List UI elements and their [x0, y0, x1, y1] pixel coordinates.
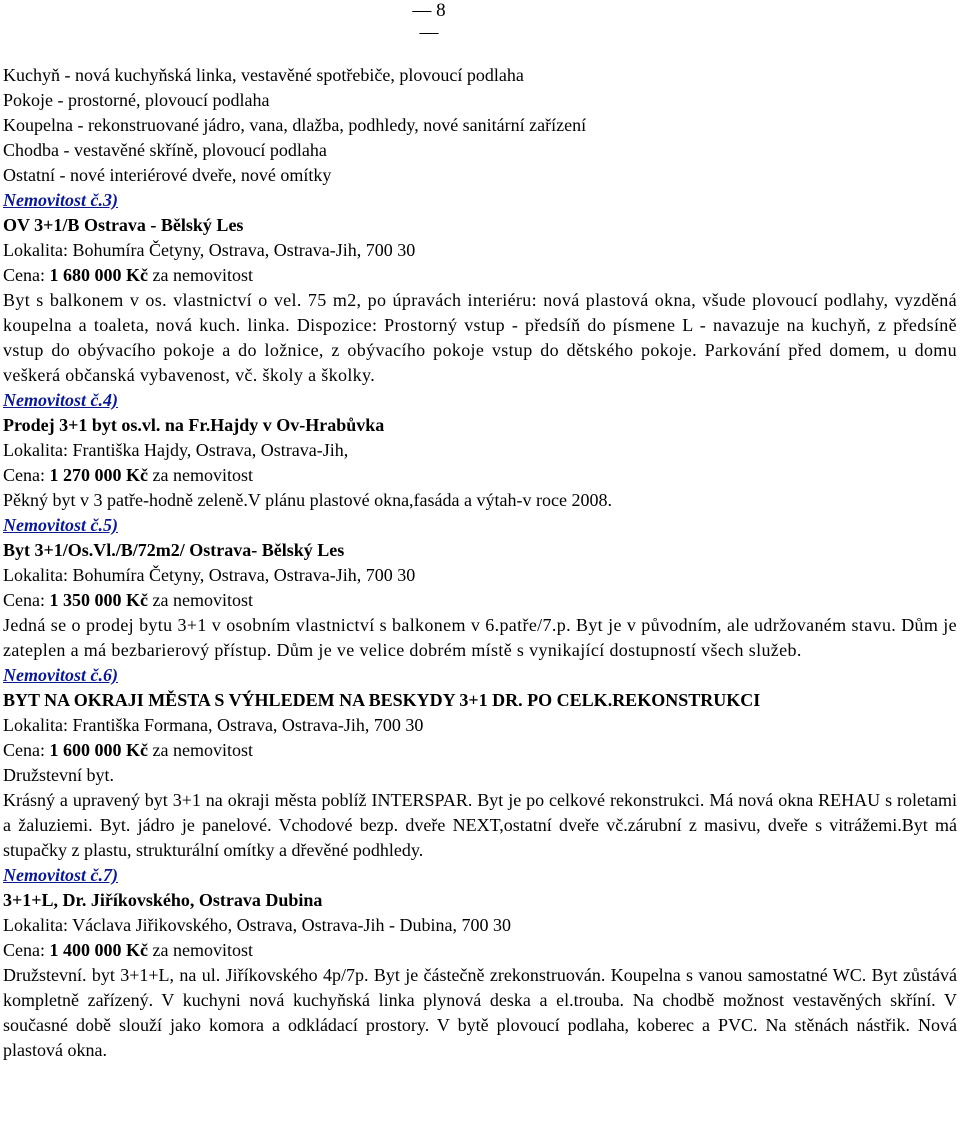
- intro-line: Koupelna - rekonstruované jádro, vana, dlažba, podhledy, nové sanitární zařízení: [3, 115, 587, 135]
- intro-line: Ostatní - nové interiérové dveře, nové omítky: [3, 165, 332, 185]
- property-location: Lokalita: Václava Jiřikovského, Ostrava, Ostrava-Jih - Dubina, 700 30: [3, 915, 512, 935]
- property-price: Cena: 1 600 000 Kč za nemovitost: [3, 740, 253, 760]
- property-price: Cena: 1 270 000 Kč za nemovitost: [3, 465, 253, 485]
- page-number: — 8 —: [412, 0, 446, 43]
- property-note: Družstevní byt.: [3, 765, 114, 785]
- intro-line: Pokoje - prostorné, plovoucí podlaha: [3, 90, 270, 110]
- property-title: Prodej 3+1 byt os.vl. na Fr.Hajdy v Ov-Hrabůvka: [3, 415, 385, 435]
- property-location: Lokalita: Bohumíra Četyny, Ostrava, Ostrava-Jih, 700 30: [3, 565, 416, 585]
- property-label: Nemovitost č.5): [3, 515, 118, 535]
- property-price: Cena: 1 350 000 Kč za nemovitost: [3, 590, 253, 610]
- property-description: Byt s balkonem v os. vlastnictví o vel. 75 m2, po úpravách interiéru: nová plastová okna, všude plovoucí podlahy, vyzděná koupelna a toaleta, nová kuch. linka. Dispozice: Prostorný vstup - předsíň do písmene L - navazuje na kuchyň, z předsíně vstup do obývacího pokoje a do ložnice, z obývacího pokoje vstup do dětského pokoje. Parkování před domem, u domu veškerá občanská vybavenost, vč. školy a školky.: [3, 290, 957, 385]
- property-label: Nemovitost č.4): [3, 390, 118, 410]
- property-location: Lokalita: Františka Hajdy, Ostrava, Ostrava-Jih,: [3, 440, 349, 460]
- property-label: Nemovitost č.3): [3, 190, 118, 210]
- property-location: Lokalita: Bohumíra Četyny, Ostrava, Ostrava-Jih, 700 30: [3, 240, 416, 260]
- property-price: Cena: 1 680 000 Kč za nemovitost: [3, 265, 253, 285]
- property-price: Cena: 1 400 000 Kč za nemovitost: [3, 940, 253, 960]
- property-description: Družstevní. byt 3+1+L, na ul. Jiříkovského 4p/7p. Byt je částečně zrekonstruován. Koupelna s vanou samostatné WC. Byt zůstává kompletně zařízený. V kuchyni nová kuchyňská linka plynová deska a el.trouba. Na chodbě možnost vestavěných skříní. V současné době slouží jako komora a odkládací prostory. V bytě plovoucí podlaha, koberec a PVC. Na stěnách nástřik. Nová plastová okna.: [3, 965, 957, 1060]
- property-listing: [3, 863, 957, 1063]
- property-title: BYT NA OKRAJI MĚSTA S VÝHLEDEM NA BESKYDY 3+1 DR. PO CELK.REKONSTRUKCI: [3, 690, 761, 710]
- property-listing: [3, 188, 957, 388]
- property-title: 3+1+L, Dr. Jiříkovského, Ostrava Dubina: [3, 890, 323, 910]
- document-body: [3, 63, 957, 1063]
- property-title: Byt 3+1/Os.Vl./B/72m2/ Ostrava- Bělský Les: [3, 540, 345, 560]
- property-description: Krásný a upravený byt 3+1 na okraji města poblíž INTERSPAR. Byt je po celkové rekonstrukci. Má nová okna REHAU s roletami a žaluziemi. Byt. jádro je panelové. Vchodové bezp. dveře NEXT,ostatní dveře vč.zárubní z masivu, dveře s vitrážemi.Byt má stupačky z plastu, strukturální omítky a dřevěné podhledy.: [3, 790, 957, 860]
- property-description: Pěkný byt v 3 patře-hodně zeleně.V plánu plastové okna,fasáda a výtah-v roce 2008.: [3, 490, 612, 510]
- property-title: OV 3+1/B Ostrava - Bělský Les: [3, 215, 244, 235]
- property-label: Nemovitost č.7): [3, 865, 118, 885]
- property-listing: [3, 388, 957, 513]
- property-listing: [3, 513, 957, 663]
- property-description: Jedná se o prodej bytu 3+1 v osobním vlastnictví s balkonem v 6.patře/7.p. Byt je v původním, ale udržovaném stavu. Dům je zateplen a má bezbarierový přístup. Dům je ve velice dobrém místě s vynikající dostupností všech služeb.: [3, 615, 957, 660]
- property-listing: [3, 663, 957, 863]
- property-location: Lokalita: Františka Formana, Ostrava, Ostrava-Jih, 700 30: [3, 715, 424, 735]
- intro-list: [3, 63, 957, 188]
- intro-line: Kuchyň - nová kuchyňská linka, vestavěné spotřebiče, plovoucí podlaha: [3, 65, 524, 85]
- intro-line: Chodba - vestavěné skříně, plovoucí podlaha: [3, 140, 327, 160]
- property-label: Nemovitost č.6): [3, 665, 118, 685]
